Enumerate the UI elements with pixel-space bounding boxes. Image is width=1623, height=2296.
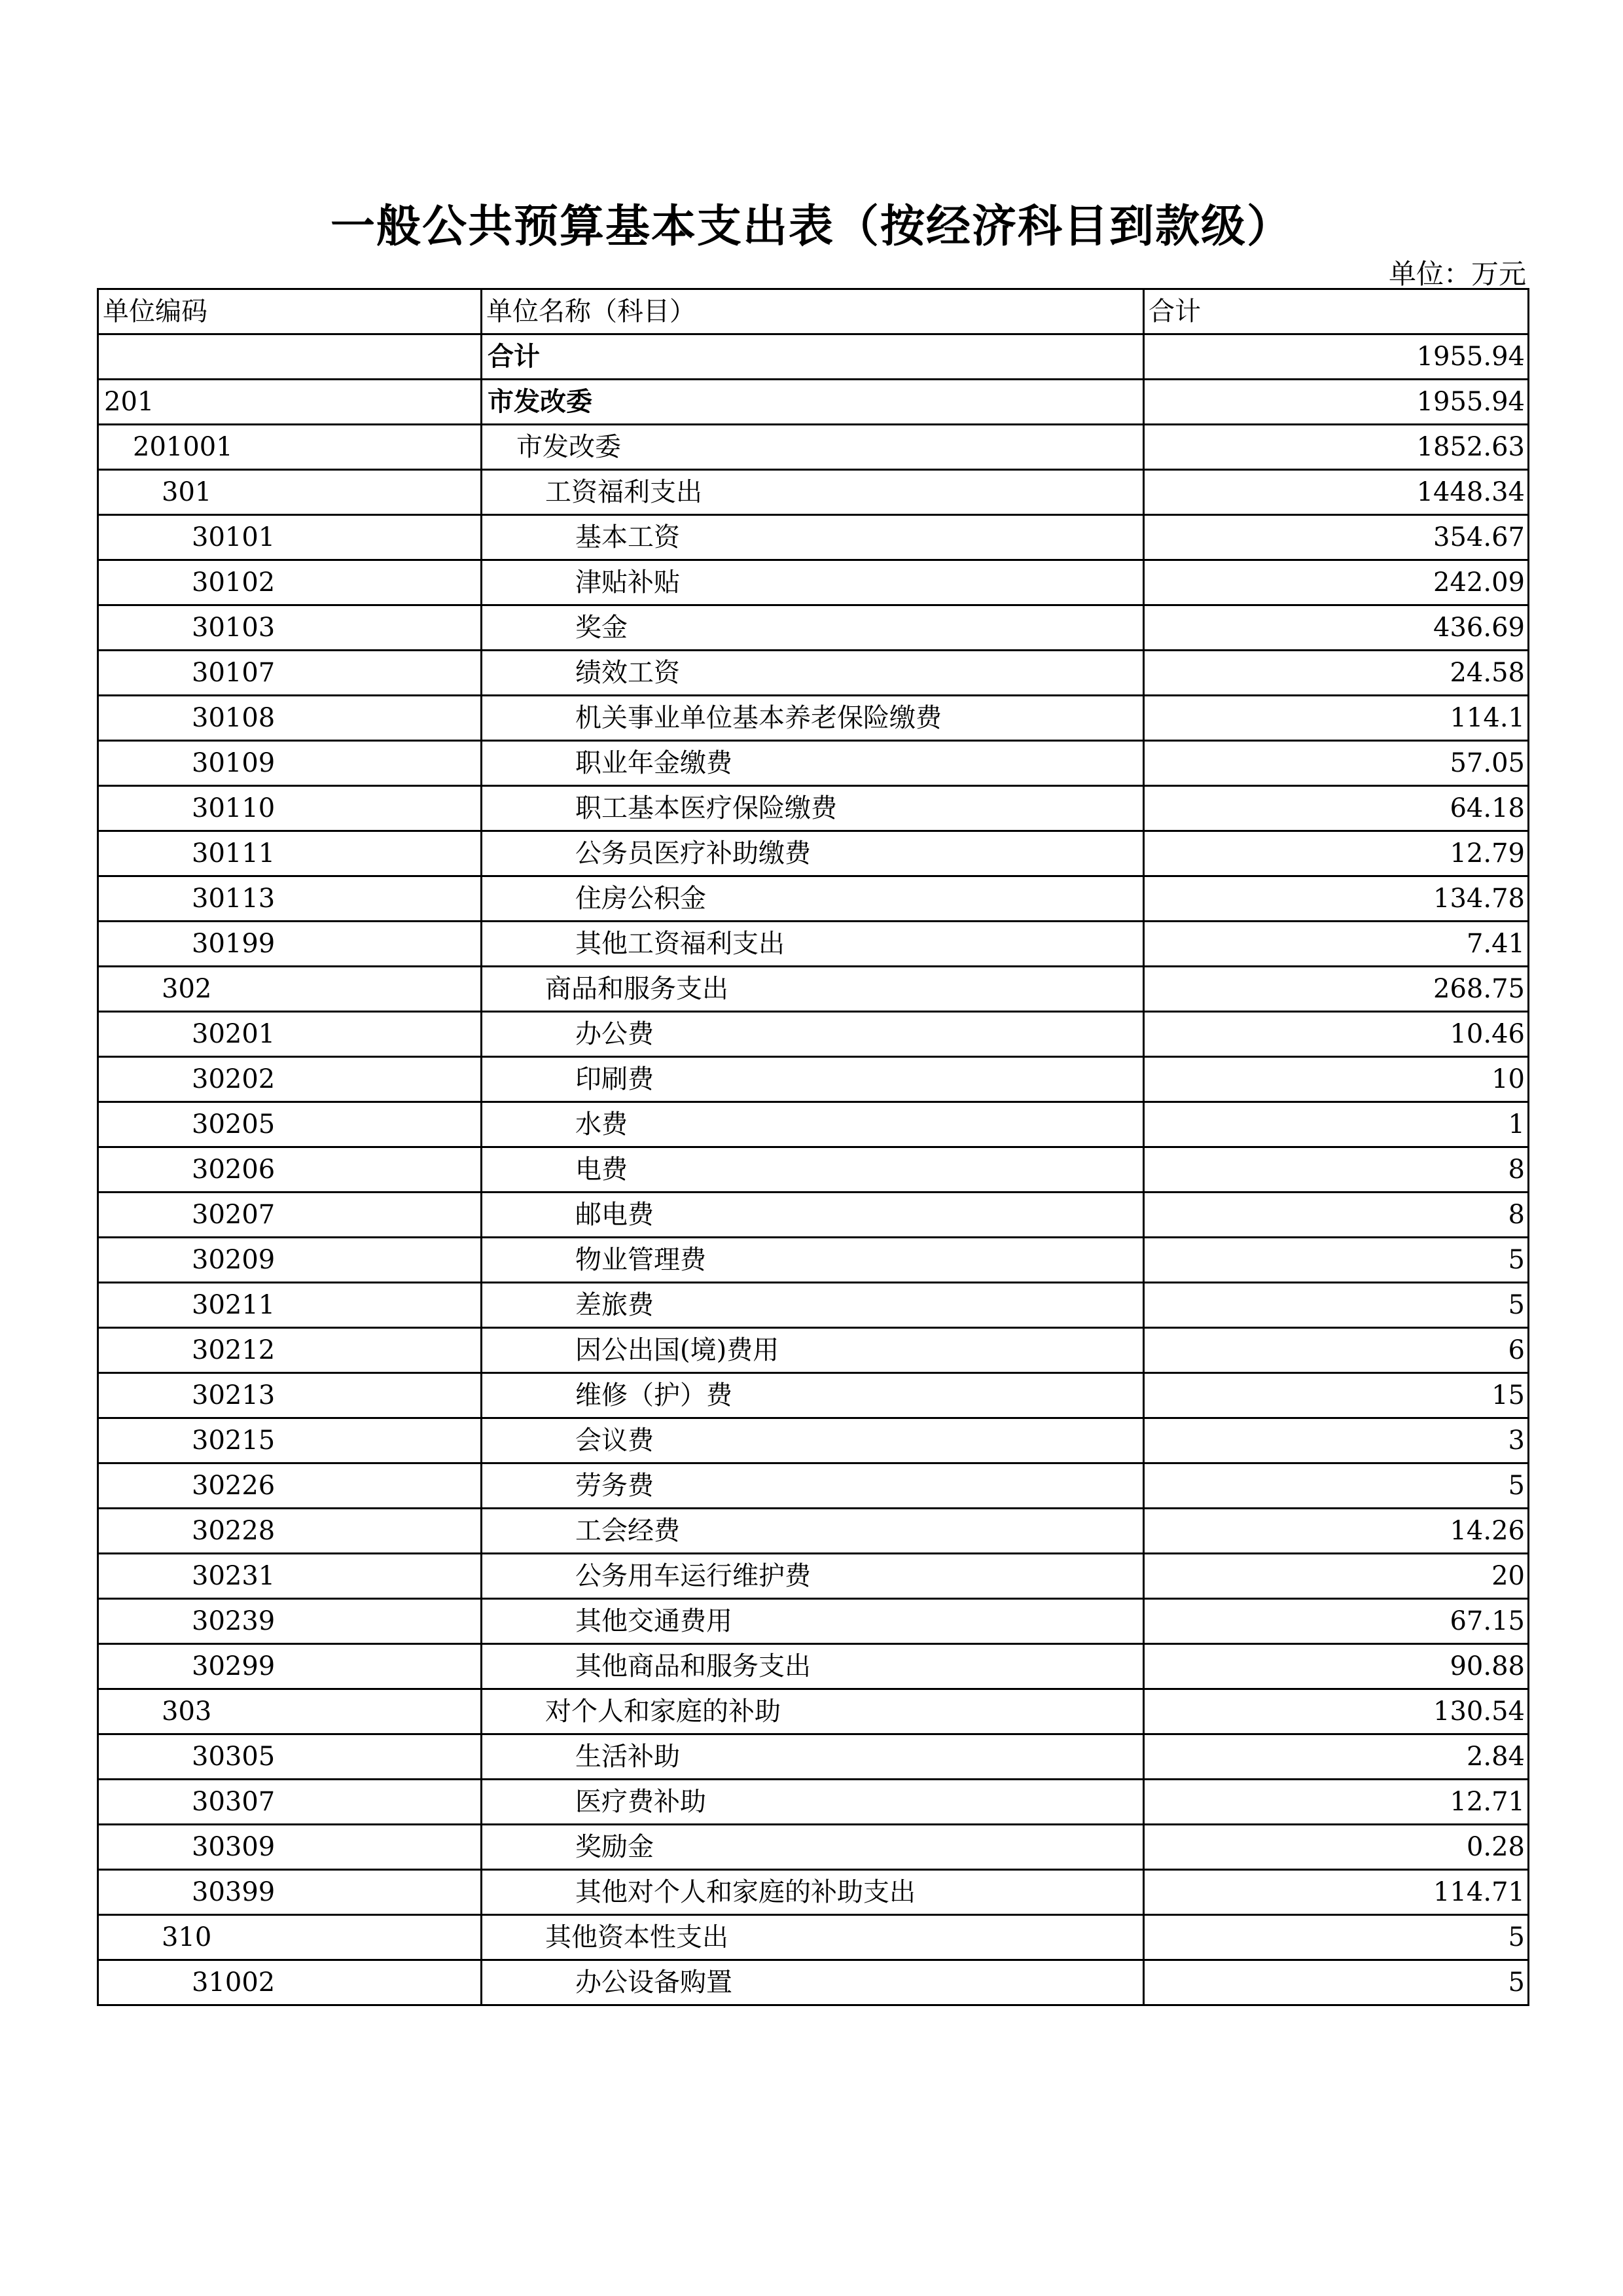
unit-code-cell: 301 (98, 470, 482, 515)
table-row (98, 651, 1529, 696)
unit-code-cell: 30205 (98, 1102, 482, 1147)
unit-name-cell: 奖金 (482, 605, 1144, 651)
table-row (98, 1960, 1529, 2005)
unit-name-cell: 奖励金 (482, 1825, 1144, 1870)
unit-name-cell: 维修（护）费 (482, 1373, 1144, 1418)
table-row (98, 1463, 1529, 1509)
header-unit-code: 单位编码 (98, 289, 482, 334)
table-row (98, 470, 1529, 515)
table-row (98, 1102, 1529, 1147)
unit-name-cell: 办公设备购置 (482, 1960, 1144, 2005)
unit-name-cell: 市发改委 (482, 380, 1144, 425)
unit-label: 单位：万元 (1388, 258, 1526, 290)
unit-name-cell: 水费 (482, 1102, 1144, 1147)
unit-code-cell: 30109 (98, 741, 482, 786)
table-row (98, 1418, 1529, 1463)
total-amount-cell: 8 (1144, 1193, 1529, 1238)
total-amount-cell: 64.18 (1144, 786, 1529, 831)
total-amount-cell: 90.88 (1144, 1644, 1529, 1689)
total-amount-cell: 3 (1144, 1418, 1529, 1463)
total-amount-cell: 12.71 (1144, 1780, 1529, 1825)
unit-name-cell: 差旅费 (482, 1283, 1144, 1328)
table-row (98, 1554, 1529, 1599)
unit-name-cell: 住房公积金 (482, 876, 1144, 922)
table-header-row (98, 289, 1529, 334)
total-amount-cell: 1448.34 (1144, 470, 1529, 515)
unit-code-cell: 302 (98, 967, 482, 1012)
unit-code-cell (98, 334, 482, 380)
unit-code-cell: 30111 (98, 831, 482, 876)
unit-name-cell: 生活补助 (482, 1734, 1144, 1780)
unit-name-cell: 劳务费 (482, 1463, 1144, 1509)
table-row (98, 1734, 1529, 1780)
unit-name-cell: 其他工资福利支出 (482, 922, 1144, 967)
unit-name-cell: 对个人和家庭的补助 (482, 1689, 1144, 1734)
unit-name-cell: 绩效工资 (482, 651, 1144, 696)
unit-name-cell: 商品和服务支出 (482, 967, 1144, 1012)
table-row (98, 1373, 1529, 1418)
unit-code-cell: 31002 (98, 1960, 482, 2005)
unit-name-cell: 物业管理费 (482, 1238, 1144, 1283)
total-amount-cell: 2.84 (1144, 1734, 1529, 1780)
unit-code-cell: 30206 (98, 1147, 482, 1193)
unit-code-cell: 30211 (98, 1283, 482, 1328)
unit-name-cell: 公务员医疗补助缴费 (482, 831, 1144, 876)
unit-code-cell: 30199 (98, 922, 482, 967)
unit-code-cell: 310 (98, 1915, 482, 1960)
table-row (98, 1599, 1529, 1644)
total-amount-cell: 12.79 (1144, 831, 1529, 876)
unit-code-cell: 30228 (98, 1509, 482, 1554)
unit-code-cell: 30212 (98, 1328, 482, 1373)
unit-code-cell: 30305 (98, 1734, 482, 1780)
total-amount-cell: 130.54 (1144, 1689, 1529, 1734)
unit-name-cell: 市发改委 (482, 425, 1144, 470)
total-amount-cell: 20 (1144, 1554, 1529, 1599)
table-row (98, 425, 1529, 470)
table-row (98, 1057, 1529, 1102)
unit-name-cell: 医疗费补助 (482, 1780, 1144, 1825)
unit-code-cell: 30226 (98, 1463, 482, 1509)
unit-code-cell: 30299 (98, 1644, 482, 1689)
unit-code-cell: 201001 (98, 425, 482, 470)
unit-code-cell: 30309 (98, 1825, 482, 1870)
table-row (98, 1193, 1529, 1238)
unit-name-cell: 工资福利支出 (482, 470, 1144, 515)
total-amount-cell: 1 (1144, 1102, 1529, 1147)
unit-code-cell: 30209 (98, 1238, 482, 1283)
table-row (98, 1147, 1529, 1193)
unit-code-cell: 30113 (98, 876, 482, 922)
total-amount-cell: 15 (1144, 1373, 1529, 1418)
total-amount-cell: 6 (1144, 1328, 1529, 1373)
unit-name-cell: 因公出国(境)费用 (482, 1328, 1144, 1373)
total-amount-cell: 8 (1144, 1147, 1529, 1193)
unit-name-cell: 其他资本性支出 (482, 1915, 1144, 1960)
unit-name-cell: 工会经费 (482, 1509, 1144, 1554)
table-row (98, 876, 1529, 922)
unit-code-cell: 30207 (98, 1193, 482, 1238)
table-row (98, 1689, 1529, 1734)
total-amount-cell: 24.58 (1144, 651, 1529, 696)
unit-name-cell: 职业年金缴费 (482, 741, 1144, 786)
total-amount-cell: 0.28 (1144, 1825, 1529, 1870)
header-unit-name: 单位名称（科目） (482, 289, 1144, 334)
budget-table-body (98, 289, 1529, 2005)
unit-code-cell: 30201 (98, 1012, 482, 1057)
table-row (98, 560, 1529, 605)
unit-code-cell: 303 (98, 1689, 482, 1734)
table-row (98, 741, 1529, 786)
unit-name-cell: 其他商品和服务支出 (482, 1644, 1144, 1689)
total-amount-cell: 114.71 (1144, 1870, 1529, 1915)
table-row (98, 1238, 1529, 1283)
unit-name-cell: 邮电费 (482, 1193, 1144, 1238)
table-row (98, 1825, 1529, 1870)
unit-code-cell: 201 (98, 380, 482, 425)
table-row (98, 1509, 1529, 1554)
unit-code-cell: 30239 (98, 1599, 482, 1644)
table-row (98, 1328, 1529, 1373)
unit-name-cell: 电费 (482, 1147, 1144, 1193)
total-amount-cell: 57.05 (1144, 741, 1529, 786)
total-amount-cell: 5 (1144, 1960, 1529, 2005)
table-row (98, 1012, 1529, 1057)
total-amount-cell: 114.1 (1144, 696, 1529, 741)
total-amount-cell: 268.75 (1144, 967, 1529, 1012)
table-row (98, 831, 1529, 876)
total-amount-cell: 1852.63 (1144, 425, 1529, 470)
unit-name-cell: 津贴补贴 (482, 560, 1144, 605)
table-row (98, 786, 1529, 831)
header-total: 合计 (1144, 289, 1529, 334)
unit-name-cell: 机关事业单位基本养老保险缴费 (482, 696, 1144, 741)
unit-name-cell: 会议费 (482, 1418, 1144, 1463)
unit-code-cell: 30107 (98, 651, 482, 696)
table-row (98, 1283, 1529, 1328)
total-amount-cell: 10.46 (1144, 1012, 1529, 1057)
unit-code-cell: 30101 (98, 515, 482, 560)
total-amount-cell: 242.09 (1144, 560, 1529, 605)
table-row (98, 515, 1529, 560)
table-row (98, 380, 1529, 425)
unit-name-cell: 办公费 (482, 1012, 1144, 1057)
page-title: 一般公共预算基本支出表（按经济科目到款级） (330, 201, 1293, 253)
unit-code-cell: 30202 (98, 1057, 482, 1102)
unit-code-cell: 30231 (98, 1554, 482, 1599)
total-amount-cell: 354.67 (1144, 515, 1529, 560)
table-row (98, 967, 1529, 1012)
unit-code-cell: 30307 (98, 1780, 482, 1825)
total-amount-cell: 436.69 (1144, 605, 1529, 651)
unit-name-cell: 职工基本医疗保险缴费 (482, 786, 1144, 831)
total-amount-cell: 67.15 (1144, 1599, 1529, 1644)
total-amount-cell: 1955.94 (1144, 334, 1529, 380)
unit-name-cell: 其他对个人和家庭的补助支出 (482, 1870, 1144, 1915)
table-row (98, 922, 1529, 967)
unit-code-cell: 30110 (98, 786, 482, 831)
table-row (98, 1915, 1529, 1960)
total-amount-cell: 5 (1144, 1283, 1529, 1328)
unit-name-cell: 合计 (482, 334, 1144, 380)
unit-name-cell: 基本工资 (482, 515, 1144, 560)
unit-name-cell: 其他交通费用 (482, 1599, 1144, 1644)
table-row (98, 605, 1529, 651)
total-amount-cell: 1955.94 (1144, 380, 1529, 425)
table-row (98, 334, 1529, 380)
unit-code-cell: 30103 (98, 605, 482, 651)
unit-name-cell: 公务用车运行维护费 (482, 1554, 1144, 1599)
total-amount-cell: 10 (1144, 1057, 1529, 1102)
table-row (98, 696, 1529, 741)
budget-table (97, 288, 1529, 2006)
total-amount-cell: 5 (1144, 1463, 1529, 1509)
total-amount-cell: 5 (1144, 1915, 1529, 1960)
unit-code-cell: 30108 (98, 696, 482, 741)
unit-name-cell: 印刷费 (482, 1057, 1144, 1102)
table-row (98, 1644, 1529, 1689)
unit-code-cell: 30399 (98, 1870, 482, 1915)
unit-code-cell: 30215 (98, 1418, 482, 1463)
total-amount-cell: 5 (1144, 1238, 1529, 1283)
unit-code-cell: 30102 (98, 560, 482, 605)
total-amount-cell: 134.78 (1144, 876, 1529, 922)
total-amount-cell: 14.26 (1144, 1509, 1529, 1554)
total-amount-cell: 7.41 (1144, 922, 1529, 967)
table-row (98, 1870, 1529, 1915)
table-row (98, 1780, 1529, 1825)
unit-code-cell: 30213 (98, 1373, 482, 1418)
